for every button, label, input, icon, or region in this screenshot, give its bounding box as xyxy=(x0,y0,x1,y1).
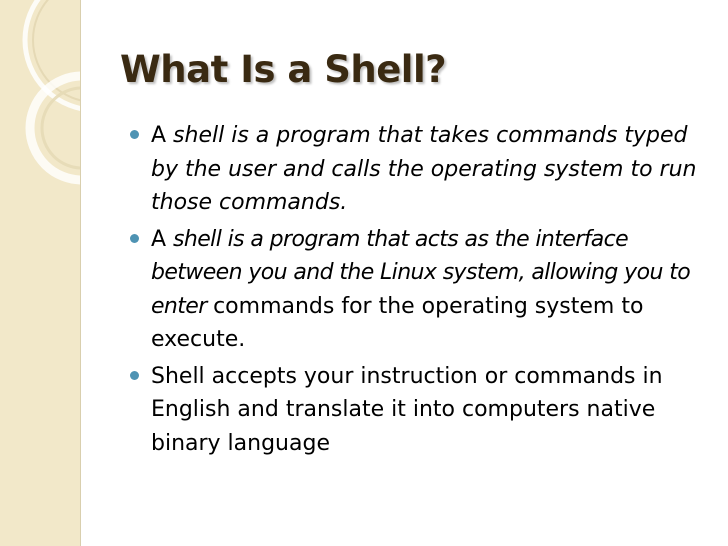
decorative-circles-icon xyxy=(0,0,80,546)
bullet-text: Shell accepts your instruction or commands in English and translate it into computers native binary language xyxy=(151,363,663,456)
circle-bullet-icon xyxy=(130,130,139,139)
bullet-text: A xyxy=(151,226,174,252)
bullet-text-italic: shell is a program that takes commands typed by the user and calls the operating system to run those commands. xyxy=(151,123,697,215)
bullet-text-italic: shell is a program that acts as the interface between you and the Linux system, allowing you to enter xyxy=(151,226,691,319)
bullet-item xyxy=(151,223,711,357)
bullet-item xyxy=(151,119,711,220)
bullet-item xyxy=(151,360,711,461)
bullet-text: commands for the operating system to execute. xyxy=(151,293,644,352)
bullet-text: A xyxy=(151,123,174,148)
bullet-list xyxy=(151,119,711,463)
slide-title: What Is a Shell? xyxy=(120,48,447,91)
decorative-side-panel xyxy=(0,0,81,546)
circle-bullet-icon xyxy=(130,234,139,243)
circle-bullet-icon xyxy=(130,371,139,380)
